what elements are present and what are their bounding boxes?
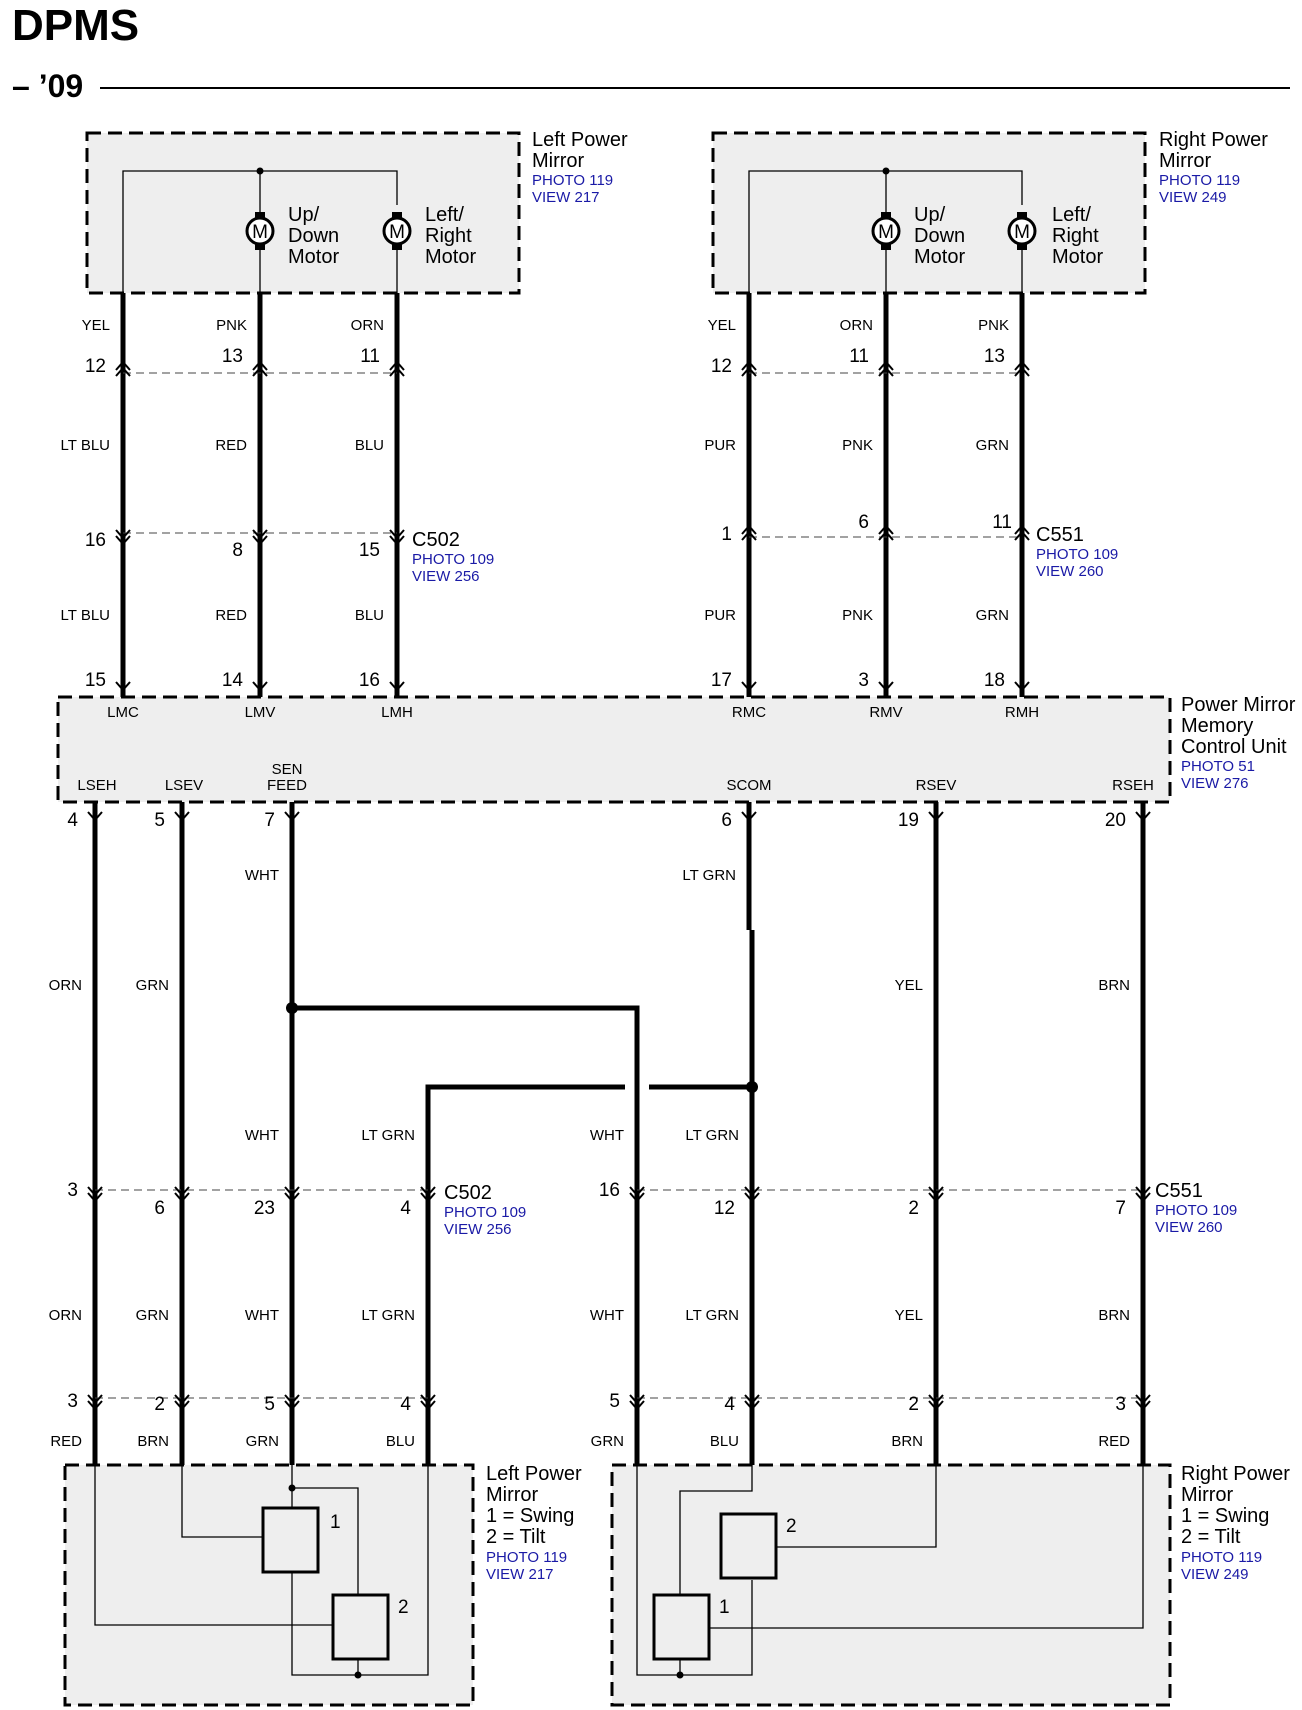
svg-text:5: 5 [154, 810, 165, 831]
svg-text:5: 5 [609, 1391, 620, 1412]
svg-text:PHOTO 119: PHOTO 119 [1159, 172, 1241, 189]
left-left-right-motor [384, 218, 410, 244]
svg-text:12: 12 [710, 356, 732, 377]
c551-upper-label [1036, 524, 1118, 580]
svg-text:3: 3 [1115, 1394, 1126, 1415]
svg-text:Up/: Up/ [914, 204, 946, 226]
svg-text:LT GRN: LT GRN [685, 1127, 739, 1144]
svg-text:2: 2 [786, 1516, 797, 1537]
svg-text:BLU: BLU [354, 607, 384, 624]
svg-text:M: M [252, 222, 268, 243]
svg-text:PHOTO 109: PHOTO 109 [1155, 1202, 1238, 1219]
svg-text:1: 1 [719, 1597, 730, 1618]
svg-text:RMC: RMC [731, 704, 767, 721]
svg-text:2: 2 [908, 1198, 919, 1219]
page-title: DPMS [12, 1, 140, 50]
svg-text:RED: RED [215, 437, 247, 454]
svg-text:PUR: PUR [704, 437, 736, 454]
right-left-right-motor [1009, 218, 1035, 244]
svg-text:FEED: FEED [266, 777, 308, 794]
svg-text:VIEW 256: VIEW 256 [412, 568, 480, 585]
svg-text:ORN: ORN [839, 317, 873, 334]
svg-text:Right Power: Right Power [1181, 1463, 1290, 1485]
svg-text:Motor: Motor [914, 246, 966, 268]
left-mirror-top-label [532, 129, 628, 206]
svg-text:11: 11 [360, 346, 380, 367]
svg-text:SEN: SEN [271, 761, 303, 778]
c502-upper-label [412, 529, 494, 585]
upper-wires [123, 293, 1022, 697]
svg-text:7: 7 [1115, 1198, 1126, 1219]
svg-text:Up/: Up/ [288, 204, 320, 226]
svg-text:PHOTO 51: PHOTO 51 [1181, 758, 1255, 775]
lower-wire-labels [49, 867, 1131, 1450]
svg-text:LT GRN: LT GRN [682, 867, 736, 884]
svg-text:15: 15 [84, 670, 106, 691]
svg-text:15: 15 [358, 540, 380, 561]
svg-text:WHT: WHT [589, 1307, 624, 1324]
svg-text:2 = Tilt: 2 = Tilt [486, 1526, 546, 1548]
svg-text:1: 1 [330, 1512, 341, 1533]
svg-text:PUR: PUR [704, 607, 736, 624]
svg-text:YEL: YEL [707, 317, 736, 334]
svg-text:2: 2 [908, 1394, 919, 1415]
svg-text:2: 2 [154, 1394, 165, 1415]
svg-text:LMH: LMH [381, 704, 413, 721]
svg-text:4: 4 [67, 810, 78, 831]
svg-text:C502: C502 [412, 529, 460, 551]
svg-text:20: 20 [1104, 810, 1126, 831]
svg-text:LMV: LMV [244, 704, 276, 721]
svg-text:VIEW 217: VIEW 217 [532, 189, 600, 206]
svg-text:Right: Right [1052, 225, 1099, 247]
svg-text:3: 3 [67, 1391, 78, 1412]
svg-text:SCOM: SCOM [726, 777, 772, 794]
svg-text:YEL: YEL [894, 1307, 923, 1324]
right-mirror-bottom-label [1181, 1463, 1290, 1583]
svg-text:C502: C502 [444, 1182, 492, 1204]
right-up-down-motor [873, 218, 899, 244]
svg-text:18: 18 [983, 670, 1005, 691]
svg-text:Motor: Motor [288, 246, 340, 268]
svg-text:4: 4 [724, 1394, 735, 1415]
svg-text:VIEW 249: VIEW 249 [1159, 189, 1227, 206]
svg-text:1: 1 [721, 524, 732, 545]
svg-text:PHOTO 109: PHOTO 109 [444, 1204, 527, 1221]
svg-text:2: 2 [398, 1597, 409, 1618]
svg-text:16: 16 [598, 1180, 620, 1201]
left-mirror-bottom-box [65, 1465, 473, 1705]
svg-text:C551: C551 [1155, 1180, 1203, 1202]
svg-text:BRN: BRN [1098, 1307, 1130, 1324]
svg-text:Mirror: Mirror [1181, 1484, 1234, 1506]
svg-text:ORN: ORN [48, 1307, 82, 1324]
svg-text:LT BLU: LT BLU [60, 437, 110, 454]
svg-text:GRN: GRN [245, 1433, 279, 1450]
svg-text:Motor: Motor [425, 246, 477, 268]
left-mirror-bottom-label [486, 1463, 582, 1583]
svg-text:12: 12 [713, 1198, 735, 1219]
svg-text:14: 14 [221, 670, 243, 691]
svg-text:BRN: BRN [137, 1433, 169, 1450]
right-mirror-bottom-box [612, 1465, 1170, 1705]
svg-text:RED: RED [1098, 1433, 1130, 1450]
c502-lower-label [444, 1182, 526, 1238]
svg-text:VIEW 276: VIEW 276 [1181, 775, 1249, 792]
svg-text:RSEH: RSEH [1112, 777, 1154, 794]
svg-text:WHT: WHT [244, 1127, 279, 1144]
svg-text:RED: RED [215, 607, 247, 624]
left-up-down-motor [247, 218, 273, 244]
svg-text:VIEW 260: VIEW 260 [1036, 563, 1104, 580]
svg-text:PHOTO 119: PHOTO 119 [486, 1549, 568, 1566]
svg-text:1 = Swing: 1 = Swing [486, 1505, 575, 1527]
svg-text:BLU: BLU [354, 437, 384, 454]
svg-text:Mirror: Mirror [486, 1484, 539, 1506]
svg-text:LSEV: LSEV [164, 777, 204, 794]
svg-text:PHOTO 109: PHOTO 109 [1036, 546, 1119, 563]
svg-text:PNK: PNK [842, 437, 873, 454]
svg-text:11: 11 [849, 346, 869, 367]
svg-text:Control Unit: Control Unit [1181, 736, 1287, 758]
svg-text:5: 5 [264, 1394, 275, 1415]
svg-text:VIEW 249: VIEW 249 [1181, 1566, 1249, 1583]
svg-text:Left Power: Left Power [486, 1463, 582, 1485]
upper-connector-chevrons [116, 362, 1029, 690]
svg-text:M: M [1014, 222, 1030, 243]
svg-text:16: 16 [358, 670, 380, 691]
svg-text:WHT: WHT [244, 867, 279, 884]
svg-text:Right Power: Right Power [1159, 129, 1268, 151]
svg-text:Power Mirror: Power Mirror [1181, 694, 1296, 716]
svg-text:PNK: PNK [978, 317, 1009, 334]
svg-text:3: 3 [858, 670, 869, 691]
svg-text:RMH: RMH [1004, 704, 1040, 721]
svg-text:RSEV: RSEV [915, 777, 957, 794]
svg-text:7: 7 [264, 810, 275, 831]
svg-text:ORN: ORN [350, 317, 384, 334]
svg-text:BLU: BLU [709, 1433, 739, 1450]
svg-text:13: 13 [221, 346, 243, 367]
svg-text:RMV: RMV [869, 704, 903, 721]
svg-text:BRN: BRN [891, 1433, 923, 1450]
svg-text:Mirror: Mirror [1159, 150, 1212, 172]
svg-text:1 = Swing: 1 = Swing [1181, 1505, 1270, 1527]
svg-text:PHOTO 119: PHOTO 119 [1181, 1549, 1263, 1566]
svg-text:6: 6 [721, 810, 732, 831]
svg-text:GRN: GRN [975, 607, 1009, 624]
svg-text:6: 6 [858, 512, 869, 533]
svg-text:ORN: ORN [48, 977, 82, 994]
svg-text:LT GRN: LT GRN [361, 1127, 415, 1144]
svg-text:LSEH: LSEH [77, 777, 117, 794]
svg-text:LMC: LMC [107, 704, 139, 721]
model-year: – ’09 [12, 68, 84, 104]
svg-text:GRN: GRN [975, 437, 1009, 454]
svg-text:3: 3 [67, 1180, 78, 1201]
svg-text:16: 16 [84, 530, 106, 551]
svg-text:BRN: BRN [1098, 977, 1130, 994]
svg-text:M: M [389, 222, 405, 243]
svg-text:VIEW 217: VIEW 217 [486, 1566, 554, 1583]
svg-text:Left/: Left/ [425, 204, 464, 226]
svg-text:PNK: PNK [216, 317, 247, 334]
svg-text:LT BLU: LT BLU [60, 607, 110, 624]
svg-text:Down: Down [914, 225, 966, 247]
svg-text:2 = Tilt: 2 = Tilt [1181, 1526, 1241, 1548]
svg-text:4: 4 [400, 1198, 411, 1219]
svg-text:GRN: GRN [135, 1307, 169, 1324]
svg-text:WHT: WHT [589, 1127, 624, 1144]
svg-text:Right: Right [425, 225, 472, 247]
svg-text:8: 8 [232, 540, 243, 561]
upper-pin-numbers [85, 346, 1012, 691]
svg-text:Left/: Left/ [1052, 204, 1091, 226]
svg-text:LT GRN: LT GRN [361, 1307, 415, 1324]
svg-text:GRN: GRN [135, 977, 169, 994]
svg-text:23: 23 [253, 1198, 275, 1219]
svg-text:YEL: YEL [894, 977, 923, 994]
svg-text:M: M [878, 222, 894, 243]
svg-text:VIEW 260: VIEW 260 [1155, 1219, 1223, 1236]
svg-text:4: 4 [400, 1394, 411, 1415]
svg-text:GRN: GRN [590, 1433, 624, 1450]
svg-text:WHT: WHT [244, 1307, 279, 1324]
svg-text:12: 12 [84, 356, 106, 377]
svg-text:11: 11 [992, 512, 1012, 533]
svg-text:Memory: Memory [1181, 715, 1254, 737]
svg-text:19: 19 [897, 810, 919, 831]
control-unit-box [58, 697, 1170, 802]
svg-text:Motor: Motor [1052, 246, 1104, 268]
svg-text:C551: C551 [1036, 524, 1084, 546]
lower-pin-numbers [67, 810, 1126, 1415]
svg-text:BLU: BLU [385, 1433, 415, 1450]
svg-text:6: 6 [154, 1198, 165, 1219]
svg-text:YEL: YEL [81, 317, 110, 334]
svg-text:VIEW 256: VIEW 256 [444, 1221, 512, 1238]
svg-text:LT GRN: LT GRN [685, 1307, 739, 1324]
svg-text:13: 13 [983, 346, 1005, 367]
right-mirror-top-label [1159, 129, 1268, 206]
control-unit-label [1181, 694, 1296, 792]
svg-text:Left Power: Left Power [532, 129, 628, 151]
svg-text:17: 17 [710, 670, 732, 691]
svg-text:Down: Down [288, 225, 340, 247]
svg-text:RED: RED [50, 1433, 82, 1450]
c551-lower-label [1155, 1180, 1237, 1236]
svg-text:PHOTO 119: PHOTO 119 [532, 172, 614, 189]
svg-text:PNK: PNK [842, 607, 873, 624]
svg-text:Mirror: Mirror [532, 150, 585, 172]
svg-text:PHOTO 109: PHOTO 109 [412, 551, 495, 568]
